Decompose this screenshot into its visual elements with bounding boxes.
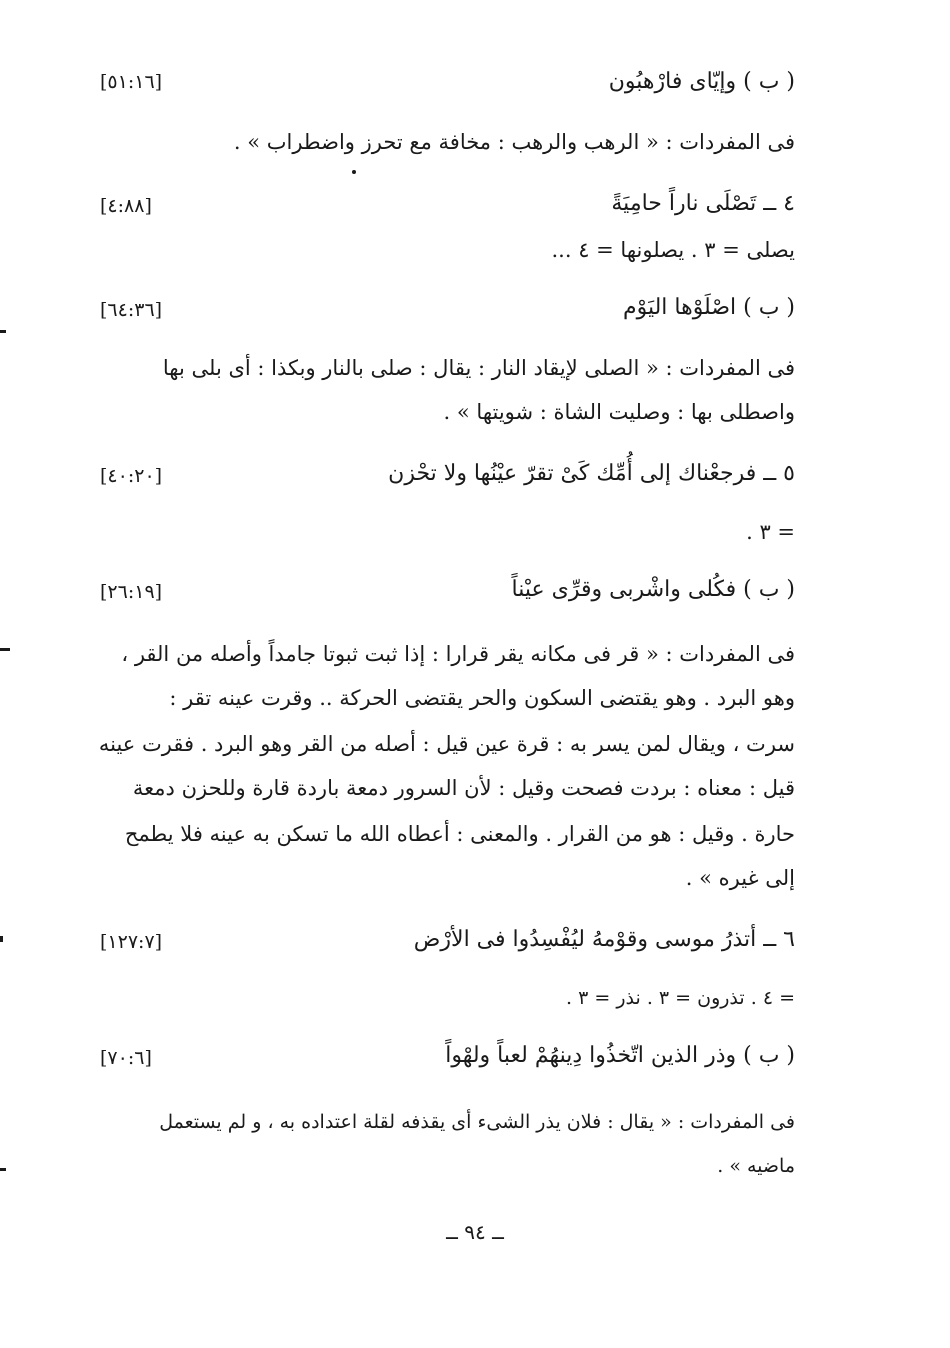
verse-reference: [٤٠:٢٠] — [100, 465, 163, 487]
verse-reference: [٤:٨٨] — [100, 195, 152, 217]
verse-line: ٤ ــ تَصْلَى ناراً حامِيَةً — [611, 191, 795, 216]
scan-mark — [0, 648, 10, 651]
verse-reference: [٦٤:٣٦] — [100, 299, 163, 321]
commentary-line: حارة . وقيل : هو من القرار . والمعنى : أعطاه الله ما تسكن به عينه فلا يطمح — [124, 822, 795, 846]
verse-line: ( ب ) اصْلَوْها اليَوْم — [622, 295, 795, 320]
cross-reference-line: = ٤ . تذرون = ٣ . نذر = ٣ . — [566, 987, 795, 1009]
scan-mark — [0, 936, 3, 942]
commentary-line: فى المفردات : « الصلى لإيقاد النار : يقال : صلى بالنار وبكذا : أى بلى بها — [162, 356, 795, 380]
commentary-line: سرت ، ويقال لمن يسر به : قرة عين قيل : أصله من القر وهو البرد . فقرت عينه — [98, 732, 795, 756]
verse-reference: [١٢٧:٧] — [100, 931, 163, 953]
commentary-line: وهو البرد . وهو يقتضى السكون والحر يقتضى الحركة .. وقرت عينه تقر : — [169, 686, 795, 710]
verse-reference: [٢٦:١٩] — [100, 581, 163, 603]
scan-speck — [352, 170, 356, 174]
verse-reference: [٥١:١٦] — [100, 71, 163, 93]
verse-line: ٥ ــ فرجعْناك إلى أُمِّك كَىْ تقرّ عيْنُها ولا تحْزن — [388, 461, 795, 486]
commentary-line: فى المفردات : « الرهب والرهب : مخافة مع تحرز واضطراب » . — [233, 130, 795, 154]
commentary-line: قيل : معناه : بردت فصحت وقيل : لأن السرور دمعة باردة قارة وللحزن دمعة — [132, 776, 795, 800]
verse-line: ٦ ــ أتذرُ موسى وقوْمهُ ليُفْسِدُوا فى الأرْض — [413, 927, 795, 952]
commentary-line: ماضيه » . — [717, 1155, 795, 1177]
verse-line: ( ب ) فكُلى واشْربى وقرِّى عيْناً — [511, 577, 795, 602]
cross-reference-line: يصلى = ٣ . يصلونها = ٤ ... — [551, 238, 795, 262]
verse-reference: [٧٠:٦] — [100, 1047, 152, 1069]
scan-mark — [0, 330, 6, 333]
commentary-line: فى المفردات : « قر فى مكانه يقر قرارا : إذا ثبت ثبوتا جامداً وأصله من القر ، — [121, 642, 795, 666]
verse-line: ( ب ) وإيّاى فارْهبُون — [608, 69, 795, 94]
commentary-line: واصطلى بها : وصليت الشاة : شويتها » . — [443, 400, 795, 424]
scan-mark — [0, 1168, 6, 1171]
verse-line: ( ب ) وذر الذين اتّخذُوا دِينهُمْ لعباً ولهْواً — [445, 1043, 795, 1068]
commentary-line: فى المفردات : « يقال : فلان يذر الشىء أى يقذفه لقلة اعتداده به ، و لم يستعمل — [159, 1111, 795, 1133]
commentary-line: إلى غيره » . — [685, 866, 795, 890]
page-number: ــ ٩٤ ــ — [446, 1220, 504, 1244]
cross-reference-line: = ٣ . — [746, 520, 795, 544]
